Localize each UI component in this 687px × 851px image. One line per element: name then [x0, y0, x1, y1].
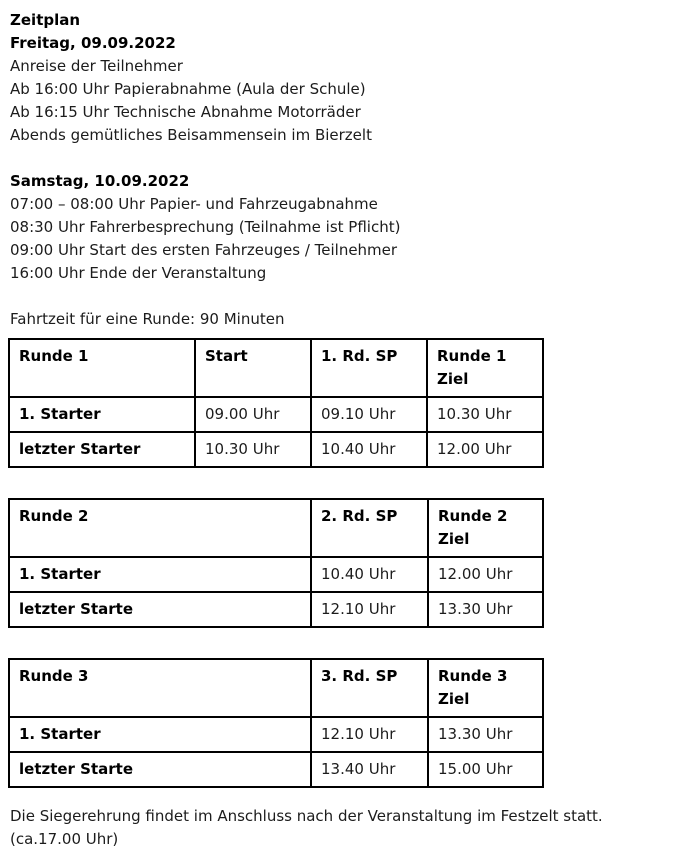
schedule-line: Ab 16:15 Uhr Technische Abnahme Motorräder: [10, 103, 361, 121]
footer-note: [10, 805, 677, 851]
table-header-cell: Runde 2: [9, 499, 311, 557]
table-cell: 09.00 Uhr: [195, 397, 311, 432]
table-row: [9, 752, 543, 787]
table-cell: 10.30 Uhr: [427, 397, 543, 432]
row-label-cell: 1. Starter: [9, 717, 311, 752]
table-cell: 12.10 Uhr: [311, 717, 428, 752]
round-2-table: [8, 498, 544, 628]
table-cell: 12.00 Uhr: [428, 557, 543, 592]
schedule-line: Ab 16:00 Uhr Papierabnahme (Aula der Schule): [10, 80, 366, 98]
table-header-cell: 2. Rd. SP: [311, 499, 428, 557]
table-cell: 10.40 Uhr: [311, 432, 427, 467]
table-cell: 09.10 Uhr: [311, 397, 427, 432]
table-header-cell: Runde 3: [9, 659, 311, 717]
spacer: [10, 468, 677, 491]
schedule-line: 09:00 Uhr Start des ersten Fahrzeuges / Teilnehmer: [10, 241, 398, 259]
table-row: [9, 557, 543, 592]
table-header-row: [9, 339, 543, 397]
row-label-cell: letzter Starte: [9, 592, 311, 627]
schedule-line: 16:00 Uhr Ende der Veranstaltung: [10, 264, 267, 282]
table-cell: 13.40 Uhr: [311, 752, 428, 787]
table-cell: 13.30 Uhr: [428, 717, 543, 752]
section-heading-samstag: Samstag, 10.09.2022: [10, 172, 190, 190]
table-header-row: [9, 499, 543, 557]
table-cell: 12.10 Uhr: [311, 592, 428, 627]
schedule-line: Abends gemütliches Beisammensein im Bierzelt: [10, 126, 372, 144]
row-label-cell: letzter Starte: [9, 752, 311, 787]
footer-line: Die Siegerehrung findet im Anschluss nach der Veranstaltung im Festzelt statt.: [10, 807, 603, 825]
schedule-line: Anreise der Teilnehmer: [10, 57, 183, 75]
table-cell: 10.30 Uhr: [195, 432, 311, 467]
table-row: [9, 397, 543, 432]
table-row: [9, 592, 543, 627]
spacer: [10, 285, 677, 308]
footer-line: (ca.17.00 Uhr): [10, 830, 119, 848]
table-header-cell: 1. Rd. SP: [311, 339, 427, 397]
lap-time-note: Fahrtzeit für eine Runde: 90 Minuten: [10, 310, 285, 328]
schedule-line: 08:30 Uhr Fahrerbesprechung (Teilnahme ist Pflicht): [10, 218, 401, 236]
round-3-table: [8, 658, 544, 788]
table-header-cell: Start: [195, 339, 311, 397]
page-title: Zeitplan: [10, 11, 81, 29]
table-row: [9, 432, 543, 467]
table-header-cell: Runde 1: [9, 339, 195, 397]
round-1-table: [8, 338, 544, 468]
table-header-cell: Runde 3 Ziel: [428, 659, 543, 717]
table-cell: 12.00 Uhr: [427, 432, 543, 467]
row-label-cell: 1. Starter: [9, 557, 311, 592]
table-header-row: [9, 659, 543, 717]
table-header-cell: Runde 1 Ziel: [427, 339, 543, 397]
section-heading-freitag: Freitag, 09.09.2022: [10, 34, 176, 52]
table-cell: 10.40 Uhr: [311, 557, 428, 592]
table-header-cell: Runde 2 Ziel: [428, 499, 543, 557]
spacer: [10, 628, 677, 651]
row-label-cell: 1. Starter: [9, 397, 195, 432]
spacer: [10, 147, 677, 170]
row-label-cell: letzter Starter: [9, 432, 195, 467]
table-cell: 13.30 Uhr: [428, 592, 543, 627]
schedule-line: 07:00 – 08:00 Uhr Papier- und Fahrzeugabnahme: [10, 195, 378, 213]
table-row: [9, 717, 543, 752]
table-cell: 15.00 Uhr: [428, 752, 543, 787]
table-header-cell: 3. Rd. SP: [311, 659, 428, 717]
